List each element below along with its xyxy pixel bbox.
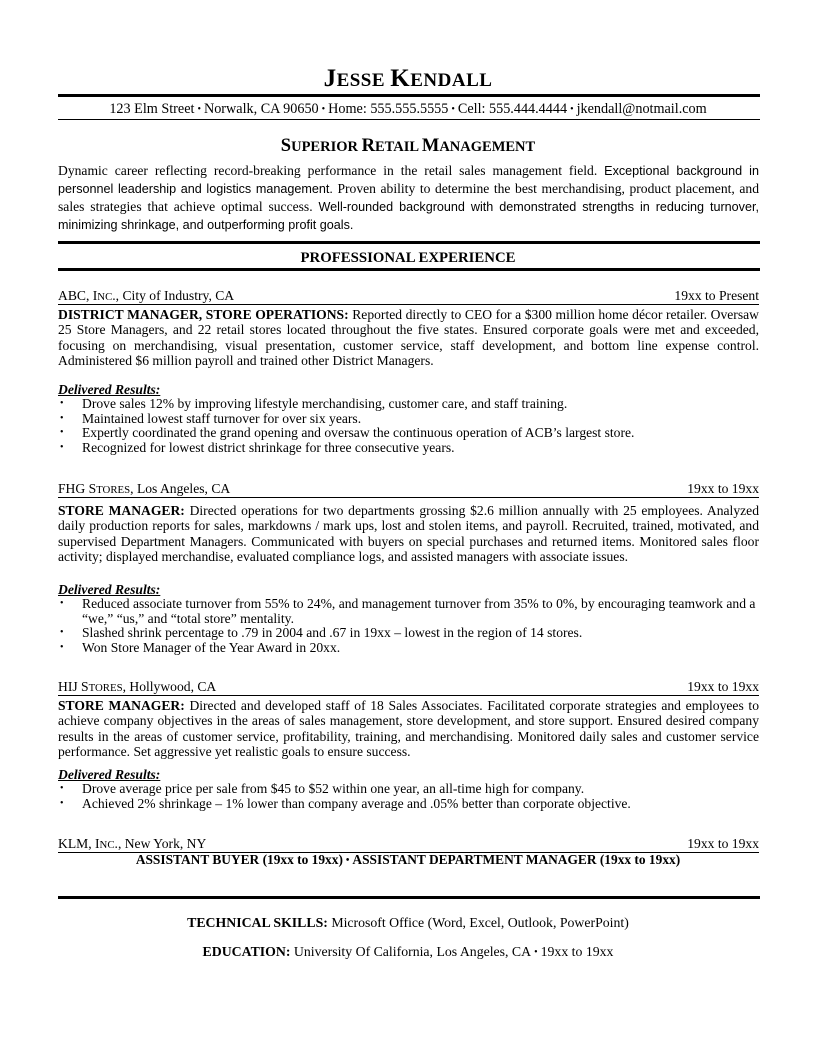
job-title: STORE MANAGER: (58, 698, 185, 713)
list-item: • Reduced associate turnover from 55% to 24%, and management turnover from 35% to 0%, by encouraging teamwork and a “we,” “us,” and “total store” mentality. (58, 597, 759, 626)
education (58, 943, 758, 962)
results-heading: Delivered Results: (58, 382, 161, 397)
contact-address: 123 Elm Street (109, 101, 195, 117)
contact-home-phone: Home: 555.555.5555 (328, 101, 449, 117)
results-heading: Delivered Results: (58, 582, 161, 597)
bullet-separator: • (197, 104, 201, 115)
contact-email: jkendall@notmail.com (576, 101, 707, 117)
job-dates: 19xx to 19xx (687, 836, 759, 851)
job-description: DISTRICT MANAGER, STORE OPERATIONS: Reported directly to CEO for a $300 million home décor retailer. Oversaw 25 Store Managers, and 22 retail stores located throughout the five states. Ensured corporate goals were met and exceeded, focusing on merchandising, visual presentation, customer service, staff development, and bottom line expense control. Administered $6 million payroll and trained other District Managers. (58, 307, 759, 369)
list-item: • Maintained lowest staff turnover for over six years. (58, 412, 759, 427)
job-title: STORE MANAGER: (58, 503, 185, 518)
education-dates: 19xx to 19xx (540, 944, 614, 959)
results-list (58, 782, 759, 811)
candidate-name: JESSE KENDALL (323, 65, 493, 92)
results-list (58, 397, 759, 455)
job-header (58, 481, 759, 498)
section-rule-skills (58, 896, 760, 899)
bullet-separator: • (570, 104, 574, 115)
job-description: STORE MANAGER: Directed and developed staff of 18 Sales Associates. Facilitated corporate strategies and employees to achieve company objectives in the areas of sales management, store development, and store support. Ensured desired company results in the areas of customer service, profitability, training, and merchandising. Monitored daily sales and customer service performance. Set aggressive yet realistic goals to ensure success. (58, 698, 759, 760)
job-dates: 19xx to Present (674, 288, 759, 303)
list-item: • Drove sales 12% by improving lifestyle merchandising, customer care, and staff training. (58, 397, 759, 412)
skills-value: Microsoft Office (Word, Excel, Outlook, PowerPoint) (331, 915, 629, 930)
contact-line (58, 100, 758, 120)
role-assistant-buyer: ASSISTANT BUYER (19xx to 19xx) (135, 852, 343, 867)
section-title-experience: PROFESSIONAL EXPERIENCE (300, 250, 516, 266)
bullet-separator: • (534, 947, 538, 958)
header-rule-top (58, 94, 760, 97)
list-item: • Won Store Manager of the Year Award in 20xx. (58, 641, 759, 656)
results-heading: Delivered Results: (58, 767, 161, 782)
list-item: • Recognized for lowest district shrinkage for three consecutive years. (58, 441, 759, 456)
list-item: • Slashed shrink percentage to .79 in 2004 and .67 in 19xx – lowest in the region of 14 stores. (58, 626, 759, 641)
job-description: STORE MANAGER: Directed operations for two departments grossing $2.6 million annually with 25 employees. Analyzed daily production reports for sales, markdowns / mark ups, lost and stolen items, and payroll. Recruited, trained, motivated, and supervised Department Managers. Communicated with buyers on special purchases and returned items. Monitored sales floor activity; displayed merchandise, evaluated compliance logs, and assisted managers with associate issues. (58, 503, 759, 565)
summary-paragraph: Dynamic career reflecting record-breaking performance in the retail sales management field. Exceptional background in personnel leadership and logistics management. Proven ability to determine the best merchandising, product placement, and sales strategies that achieve optimal success. Well-rounded background with demonstrated strengths in reducing turnover, minimizing shrinkage, and outperforming profit goals. (58, 163, 760, 232)
skills-label: TECHNICAL SKILLS: (187, 915, 328, 930)
list-item: • Achieved 2% shrinkage – 1% lower than company average and .05% better than corporate objective. (58, 797, 759, 812)
list-item: • Expertly coordinated the grand opening and oversaw the continuous operation of ACB’s largest store. (58, 426, 759, 441)
contact-city: Norwalk, CA 90650 (203, 101, 319, 117)
headline: SUPERIOR RETAIL MANAGEMENT (280, 136, 536, 156)
job-header (58, 679, 759, 696)
bullet-separator: • (321, 104, 326, 115)
list-item: • Drove average price per sale from $45 to $52 within one year, an all-time high for company. (58, 782, 759, 797)
job-roles (58, 852, 758, 870)
header-rule-bottom (58, 119, 760, 120)
section-rule-bottom (58, 268, 760, 271)
job-dates: 19xx to 19xx (687, 481, 759, 496)
job-header (58, 288, 759, 305)
company-name: ABC, INC., City of Industry, CA (58, 288, 235, 303)
results-list (58, 597, 759, 655)
technical-skills (58, 914, 758, 931)
company-name: HIJ STORES, Hollywood, CA (58, 679, 217, 694)
job-dates: 19xx to 19xx (687, 679, 759, 694)
education-label: EDUCATION: (202, 944, 291, 959)
bullet-separator: • (345, 855, 350, 866)
job-title: DISTRICT MANAGER, STORE OPERATIONS: (58, 307, 349, 322)
contact-cell-phone: Cell: 555.444.4444 (457, 101, 568, 117)
section-rule-top (58, 241, 760, 244)
education-value: University Of California, Los Angeles, CA (293, 944, 532, 959)
role-assistant-department-manager: ASSISTANT DEPARTMENT MANAGER (19xx to 19xx) (352, 852, 681, 867)
company-name: KLM, INC., New York, NY (58, 836, 207, 851)
bullet-separator: • (451, 104, 455, 115)
job-header (58, 836, 759, 853)
company-name: FHG STORES, Los Angeles, CA (58, 481, 231, 496)
